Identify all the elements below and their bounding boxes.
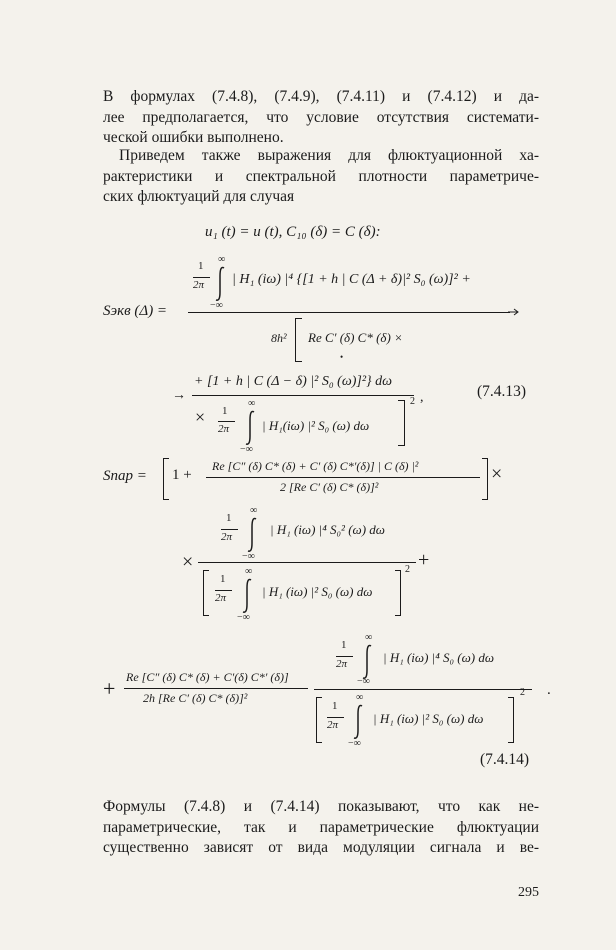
mid-frac-den: 2π (221, 531, 233, 543)
arrow-right-icon (508, 308, 520, 318)
frac-coef-num: 1 (198, 260, 204, 272)
big-left-bracket (163, 458, 169, 500)
square-exponent: 2 (410, 396, 415, 407)
mid-den-right-bracket (395, 570, 401, 616)
mid-den-int-upper: ∞ (245, 566, 253, 577)
cont-arrow: → (172, 388, 186, 403)
times-sign: × (491, 463, 503, 485)
mid-frac-line (221, 529, 238, 530)
cont-int-lower: −∞ (240, 444, 253, 455)
last-den-left-bracket (316, 697, 322, 743)
text-line: Приведем также выражения для флюктуационной ха- (119, 147, 539, 164)
mid-den-square: 2 (405, 564, 410, 575)
paragraph-3 (103, 797, 539, 859)
last-den-square: 2 (520, 687, 525, 698)
top-integrand: | H₁ (iω) |⁴ {[1 + h | C (Δ + δ)|² S₀ (ω)]² + (232, 272, 471, 287)
bracket-fraction-line (206, 477, 480, 478)
period: . (547, 682, 551, 698)
cont-frac-line (218, 421, 235, 422)
cont-comma: , (420, 390, 424, 405)
condition-formula: u₁ (t) = u (t), C₁₀ (δ) = C (δ): (205, 224, 381, 240)
last-num-integrand: | H₁ (iω) |⁴ S₀ (ω) dω (383, 650, 495, 665)
integral-sign (213, 266, 227, 302)
integral-sign (245, 517, 259, 553)
right-bracket (398, 400, 405, 446)
page-number: 295 (518, 885, 539, 900)
text-line: ских флюктуаций для случая (103, 188, 295, 205)
mid-int-lower: −∞ (242, 551, 255, 562)
paragraph-1 (103, 87, 539, 149)
cont-den-integrand: | H₁(iω) |² S₀ (ω) dω (262, 418, 370, 433)
last-num-int-upper: ∞ (365, 632, 373, 643)
plus-sign: + (418, 549, 430, 571)
main-fraction-line (188, 312, 510, 313)
bracket-numerator: Re [C″ (δ) C* (δ) + C′ (δ) C*′(δ)] | C (δ) |² (212, 459, 419, 473)
top-denominator: Re C′ (δ) C* (δ) × (308, 330, 403, 345)
text-line: существенно зависят от вида модуляции сигнала и ве- (103, 839, 539, 856)
integral-sign (243, 410, 257, 446)
last-den-frac-line (327, 717, 344, 718)
integral-lower-limit: −∞ (210, 300, 223, 311)
cont-frac-num: 1 (222, 405, 228, 417)
last-coef-numerator: Re [C″ (δ) C* (δ) + C′(δ) C*′ (δ)] (126, 670, 289, 684)
last-num-frac-num: 1 (341, 639, 347, 651)
integral-upper-limit: ∞ (218, 254, 226, 265)
last-coef-denominator: 2h [Re C′ (δ) C* (δ)]² (143, 691, 248, 705)
mid-fraction-line (198, 562, 416, 563)
cont-int-upper: ∞ (248, 398, 256, 409)
frac-coef-den: 2π (193, 279, 205, 291)
last-den-integrand: | H₁ (iω) |² S₀ (ω) dω (373, 711, 484, 726)
mid-den-integrand: | H₁ (iω) |² S₀ (ω) dω (262, 584, 373, 599)
bracket-denominator: 2 [Re C′ (δ) C* (δ)]² (280, 480, 379, 494)
times-sign: × (182, 551, 194, 573)
last-num-int-lower: −∞ (357, 676, 370, 687)
last-den-int-lower: −∞ (348, 738, 361, 749)
equation-number-7-4-14: (7.4.14) (480, 751, 530, 768)
last-den-right-bracket (508, 697, 514, 743)
text-line: Формулы (7.4.8) и (7.4.14) показывают, что как не- (103, 798, 539, 815)
paragraph-2 (103, 146, 539, 208)
text-line: рактеристики и спектральной плотности параметриче- (103, 167, 539, 185)
den-coef: 8h² (271, 331, 287, 345)
mid-frac-num: 1 (226, 512, 232, 524)
big-right-bracket (482, 458, 488, 500)
last-fraction-line (314, 689, 532, 690)
last-num-frac-line (336, 656, 353, 657)
lhs-s-par: Sпар = (103, 468, 147, 484)
text-line: лее предполагается, что условие отсутствия системати- (103, 108, 539, 126)
lhs-s-ekv: Sэкв (Δ) = (103, 303, 168, 319)
last-den-frac-den: 2π (327, 719, 339, 731)
last-den-int-upper: ∞ (356, 692, 364, 703)
integral-sign (351, 704, 365, 740)
integral-sign (360, 644, 374, 680)
equation-number-7-4-13: (7.4.13) (477, 383, 527, 400)
mid-den-left-bracket (203, 570, 209, 616)
integral-sign (240, 578, 254, 614)
left-bracket (295, 318, 302, 362)
text-line: ческой ошибки выполнено. (103, 129, 284, 146)
last-coef-fraction-line (124, 688, 308, 689)
frac-coef-line (193, 277, 210, 278)
bracket-one-plus: 1 + (172, 467, 192, 483)
plus-sign: + (103, 676, 116, 701)
text-line: В формулах (7.4.8), (7.4.9), (7.4.11) и (7.4.12) и да- (103, 88, 539, 105)
last-num-frac-den: 2π (336, 658, 348, 670)
cont-numerator: + [1 + h | C (Δ − δ) |² S₀ (ω)]²} dω (194, 374, 393, 389)
last-den-frac-num: 1 (332, 700, 338, 712)
cont-fraction-line (192, 395, 414, 396)
mid-den-frac-den: 2π (215, 592, 227, 604)
mid-den-frac-num: 1 (220, 573, 226, 585)
dot-mark: • (340, 352, 344, 362)
mid-num-integrand: | H₁ (iω) |⁴ S₀² (ω) dω (270, 522, 385, 537)
mid-den-int-lower: −∞ (237, 612, 250, 623)
cont-times: × (195, 407, 206, 427)
mid-den-frac-line (215, 590, 232, 591)
cont-frac-den: 2π (218, 423, 230, 435)
mid-int-upper: ∞ (250, 505, 258, 516)
text-line: параметрические, так и параметрические флюктуации (103, 818, 539, 836)
